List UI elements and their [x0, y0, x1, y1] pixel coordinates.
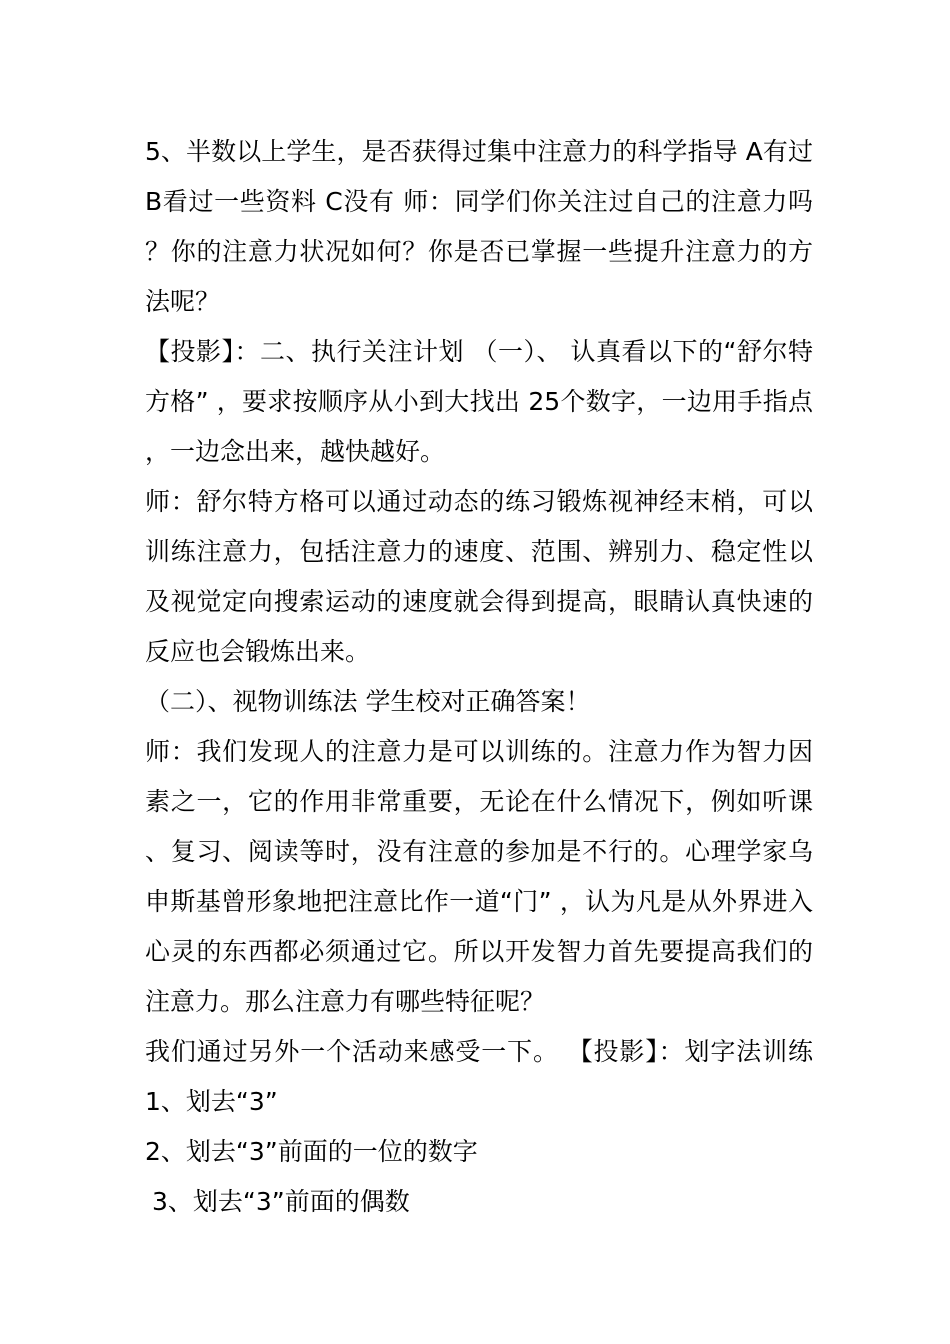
- paragraph-crossing-exercise: 我们通过另外一个活动来感受一下。 【投影】：划字法训练 1、划去“3”: [145, 1037, 813, 1116]
- document-body: [145, 127, 813, 1227]
- paragraph-teacher-attention: 师：我们发现人的注意力是可以训练的。注意力作为智力因素之一，它的作用非常重要，无论在什么情况下，例如听课、复习、阅读等时，没有注意的参加是不行的。心理学家乌申斯基曾形象地把注意比作一道“门” ，认为凡是从外界进入心灵的东西都必须通过它。所以开发智力首先要提高我们的注意力。那么注意力有哪些特征呢？: [145, 737, 813, 1016]
- paragraph-projection-schulte: 【投影】：二、执行关注计划 （一）、 认真看以下的“舒尔特方格” ，要求按顺序从小到大找出 25个数字，一边用手指点，一边念出来，越快越好。: [145, 337, 813, 466]
- paragraph-teacher-schulte: 师：舒尔特方格可以通过动态的练习锻炼视神经末梢，可以训练注意力，包括注意力的速度、范围、辨别力、稳定性以及视觉定向搜索运动的速度就会得到提高，眼睛认真快速的反应也会锻炼出来。: [145, 487, 813, 666]
- paragraph-visual-training: （二）、视物训练法 学生校对正确答案！: [145, 687, 591, 716]
- paragraph-step-2: 2、划去“3”前面的一位的数字: [145, 1137, 478, 1166]
- paragraph-step-3: 3、划去“3”前面的偶数: [152, 1187, 410, 1216]
- paragraph-survey-question: 5、半数以上学生，是否获得过集中注意力的科学指导 A有过 B看过一些资料 C没有 师：同学们你关注过自己的注意力吗？你的注意力状况如何？你是否已掌握一些提升注意力的方法呢？: [145, 137, 813, 316]
